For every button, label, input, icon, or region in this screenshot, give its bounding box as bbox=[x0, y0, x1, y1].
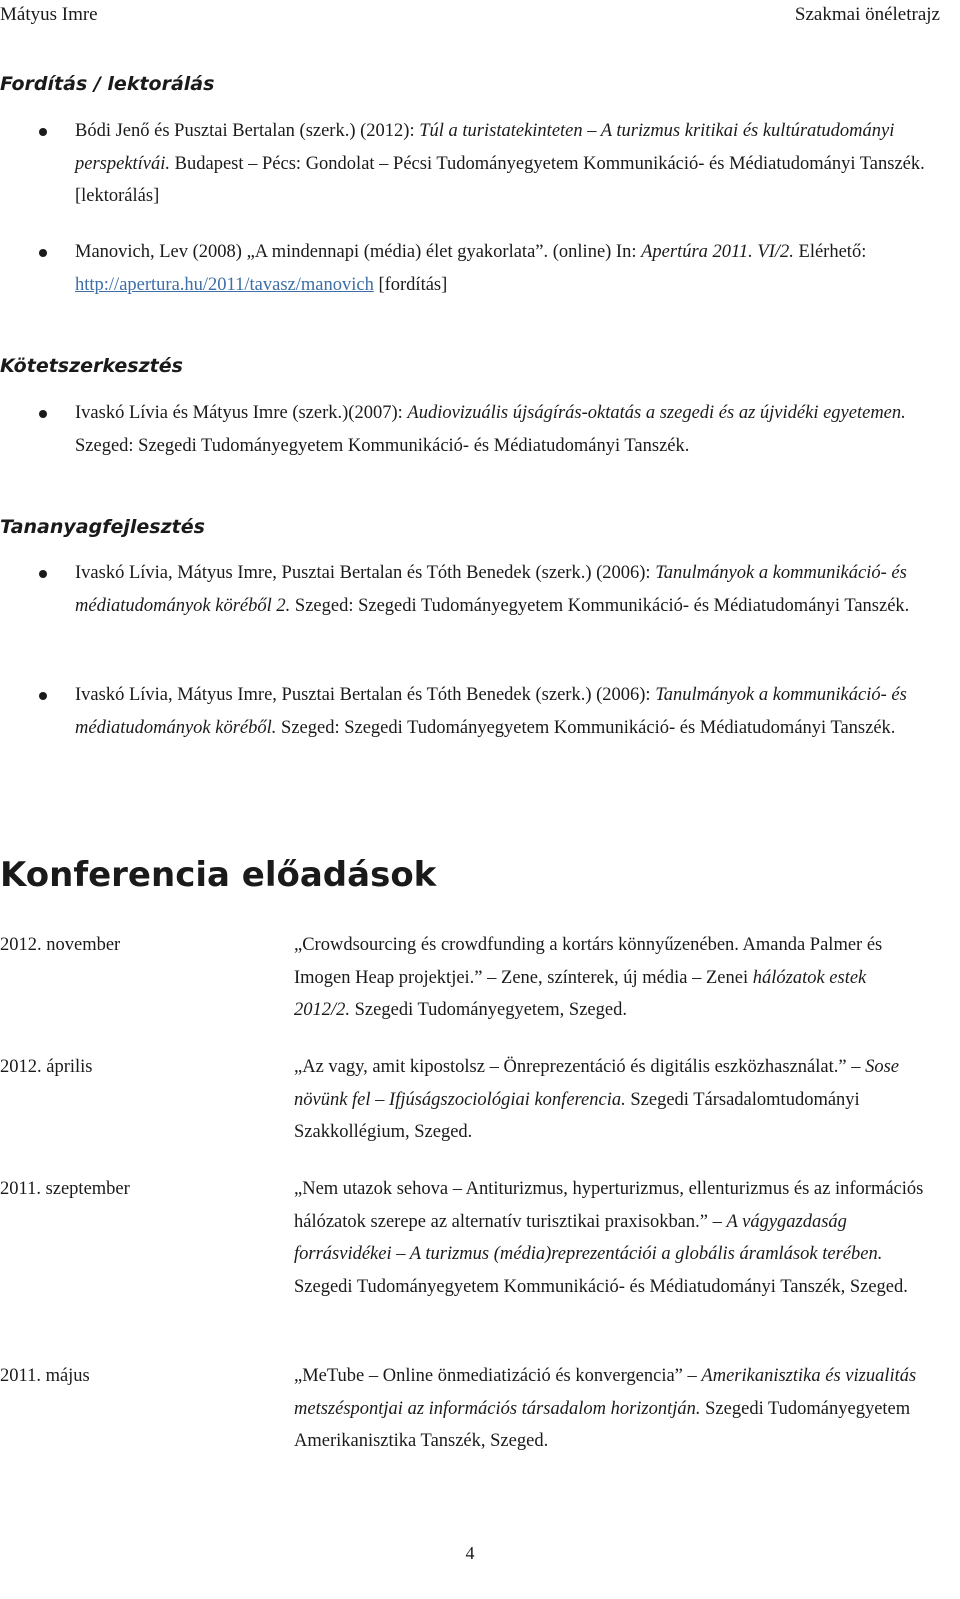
conference-entry: „Nem utazok sehova – Antiturizmus, hyperturizmus, ellenturizmus és az információs hálózatok szerepe az alternatív turisztikai praxisokban.” – A vágygazdaság forrásvidékei – A turizmus (média)reprezentációi a globális áramlások terében. Szegedi Tudományegyetem Kommunikáció- és Médiatudományi Tanszék, Szeged. bbox=[294, 1179, 924, 1297]
page-number: 4 bbox=[465, 1543, 475, 1563]
conference-date: 2011. május bbox=[0, 1366, 90, 1386]
page-header bbox=[0, 4, 960, 30]
section-heading-kotetszerkesztes: Kötetszerkesztés bbox=[0, 355, 183, 377]
conference-entry: „MeTube – Online önmediatizáció és konvergencia” – Amerikanisztika és vizualitás metszéspontjai az információs társadalom horizontján. Szegedi Tudományegyetem Amerikanisztika Tanszék, Szeged. bbox=[294, 1366, 917, 1451]
conference-date: 2012. november bbox=[0, 935, 121, 955]
conference-date: 2011. szeptember bbox=[0, 1179, 130, 1199]
conference-entry: „Crowdsourcing és crowdfunding a kortárs könnyűzenében. Amanda Palmer és Imogen Heap projektjei.” – Zene, színterek, új média – Zenei hálózatok estek 2012/2. Szegedi Tudományegyetem, Szeged. bbox=[294, 935, 883, 1020]
header-author: Mátyus Imre bbox=[0, 4, 98, 25]
apertura-link[interactable]: http://apertura.hu/2011/tavasz/manovich bbox=[75, 274, 374, 295]
list-item: Ivaskó Lívia, Mátyus Imre, Pusztai Bertalan és Tóth Benedek (szerk.) (2006): Tanulmányok a kommunikáció- és médiatudományok köréből 2. Szeged: Szegedi Tudományegyetem Kommunikáció- és Médiatudományi Tanszék. bbox=[75, 557, 937, 622]
conference-date: 2012. április bbox=[0, 1057, 93, 1077]
section-heading-tananyag: Tananyagfejlesztés bbox=[0, 516, 205, 538]
section-heading-forditas: Fordítás / lektorálás bbox=[0, 73, 215, 95]
conference-entry: „Az vagy, amit kipostolsz – Önreprezentáció és digitális eszközhasználat.” – Sose növünk fel – Ifjúságszociológiai konferencia. Szegedi Társadalomtudományi Szakkollégium, Szeged. bbox=[294, 1057, 899, 1142]
list-item: Manovich, Lev (2008) „A mindennapi (média) élet gyakorlata”. (online) In: Apertúra 2011. VI/2. Elérhető: http://apertura.hu/2011/tavasz/manovich [fordítás] bbox=[75, 236, 937, 301]
header-doc-title: Szakmai önéletrajz bbox=[794, 4, 940, 25]
list-item: Ivaskó Lívia, Mátyus Imre, Pusztai Bertalan és Tóth Benedek (szerk.) (2006): Tanulmányok a kommunikáció- és médiatudományok köréből. Szeged: Szegedi Tudományegyetem Kommunikáció- és Médiatudományi Tanszék. bbox=[75, 679, 937, 744]
list-item: Ivaskó Lívia és Mátyus Imre (szerk.)(2007): Audiovizuális újságírás-oktatás a szegedi és az újvidéki egyetemen. Szeged: Szegedi Tudományegyetem Kommunikáció- és Médiatudományi Tanszék. bbox=[75, 397, 937, 462]
conference-heading: Konferencia előadások bbox=[0, 855, 437, 895]
list-item: Bódi Jenő és Pusztai Bertalan (szerk.) (2012): Túl a turistatekinteten – A turizmus kritikai és kultúratudományi perspektívái. Budapest – Pécs: Gondolat – Pécsi Tudományegyetem Kommunikáció- és Médiatudományi Tanszék. [lektorálás] bbox=[75, 115, 937, 213]
